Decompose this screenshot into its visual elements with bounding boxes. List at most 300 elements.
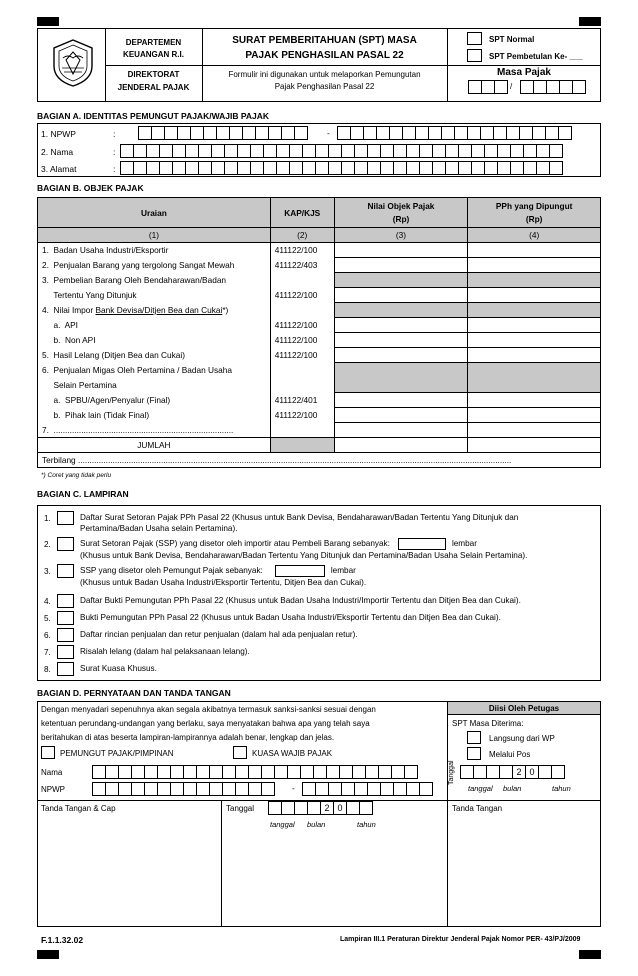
spt-pembetulan-label: SPT Pembetulan Ke- ___	[489, 52, 583, 61]
lampiran-line-1: Surat Setoran Pajak (SSP) yang disetor oleh importir atau Pembeli Barang sebanyak:	[80, 539, 390, 549]
char-box[interactable]	[203, 126, 217, 140]
row-pph-cell[interactable]	[468, 258, 601, 273]
row-pph-cell[interactable]	[468, 423, 601, 438]
lampiran-checkbox[interactable]	[57, 645, 74, 659]
row-pph-cell[interactable]	[468, 408, 601, 423]
char-box[interactable]	[471, 161, 485, 175]
objek-pajak-table	[37, 197, 601, 468]
char-box[interactable]	[365, 765, 379, 779]
char-box[interactable]	[185, 161, 199, 175]
char-box[interactable]	[480, 126, 494, 140]
lampiran-number: 2.	[44, 540, 51, 549]
col-number-1: (1)	[38, 228, 271, 243]
row-pph-cell[interactable]	[468, 303, 601, 318]
regulation-reference: Lampiran III.1 Peraturan Direktur Jenderal Pajak Nomor PER- 43/PJ/2009	[340, 936, 581, 943]
char-box[interactable]	[276, 144, 290, 158]
char-box[interactable]	[222, 782, 236, 796]
char-box[interactable]	[532, 126, 546, 140]
char-box[interactable]	[315, 782, 329, 796]
char-box[interactable]	[237, 144, 251, 158]
lampiran-line-1: Daftar Surat Setoran Pajak PPh Pasal 22 (Khusus untuk Bank Devisa, Bendaharawan/Badan Tertentu Yang Ditunjuk dan	[80, 513, 519, 522]
char-box[interactable]	[170, 782, 184, 796]
lampiran-checkbox[interactable]	[57, 611, 74, 625]
lampiran-checkbox[interactable]	[57, 594, 74, 608]
lampiran-text	[80, 612, 501, 623]
char-box[interactable]	[545, 126, 559, 140]
char-box[interactable]	[406, 782, 420, 796]
char-box[interactable]	[250, 161, 264, 175]
char-box[interactable]	[224, 161, 238, 175]
row-label: Selain Pertamina	[38, 378, 271, 393]
char-box[interactable]	[302, 782, 316, 796]
char-box[interactable]	[209, 782, 223, 796]
jumlah-nilai-cell[interactable]	[334, 438, 468, 453]
row-nilai-cell[interactable]	[334, 393, 468, 408]
char-box[interactable]	[328, 144, 342, 158]
char-box[interactable]	[183, 782, 197, 796]
char-box[interactable]	[415, 126, 429, 140]
char-box[interactable]	[367, 782, 381, 796]
alamat-label: 3. Alamat	[41, 164, 77, 174]
petugas-tanggal-sub: tanggal	[468, 784, 493, 793]
char-box[interactable]	[248, 782, 262, 796]
char-box[interactable]	[289, 161, 303, 175]
char-box[interactable]	[261, 782, 275, 796]
char-box[interactable]	[406, 144, 420, 158]
lampiran-text	[80, 663, 157, 674]
row-label: 2. Penjualan Barang yang tergolong Sangat Mewah	[38, 258, 271, 273]
char-box[interactable]	[352, 765, 366, 779]
ttd-tahun-sub: tahun	[357, 820, 376, 829]
lampiran-checkbox[interactable]	[57, 662, 74, 676]
char-box[interactable]	[536, 161, 550, 175]
char-box[interactable]	[471, 144, 485, 158]
row-kap	[270, 363, 334, 378]
char-box[interactable]	[185, 144, 199, 158]
char-box[interactable]	[484, 144, 498, 158]
char-box[interactable]	[157, 765, 171, 779]
col-header-nilai-unit: (Rp)	[392, 213, 410, 224]
char-box[interactable]	[261, 765, 275, 779]
section-c-title: BAGIAN C. LAMPIRAN	[37, 489, 129, 499]
lampiran-line-1: Bukti Pemungutan PPh Pasal 22 (Khusus untuk Badan Usaha Industri/Eksportir Tertentu dan Ditjen Bea dan Cukai).	[80, 613, 501, 622]
row-nilai-cell[interactable]	[334, 363, 468, 378]
char-box[interactable]	[376, 126, 390, 140]
char-box[interactable]	[393, 161, 407, 175]
char-box[interactable]	[497, 144, 511, 158]
char-box[interactable]	[118, 782, 132, 796]
ttd-bulan-sub: bulan	[307, 820, 326, 829]
char-box[interactable]	[493, 126, 507, 140]
footnote: *) Coret yang tidak perlu	[41, 472, 112, 479]
char-box[interactable]	[393, 782, 407, 796]
form-title-1: SURAT PEMBERITAHUAN (SPT) MASA	[232, 35, 417, 46]
nama-input-boxes[interactable]	[120, 144, 562, 158]
row-pph-cell[interactable]	[468, 378, 601, 393]
char-box[interactable]	[289, 144, 303, 158]
char-box[interactable]	[404, 765, 418, 779]
char-box[interactable]	[315, 144, 329, 158]
char-box[interactable]	[235, 782, 249, 796]
char-box[interactable]	[211, 144, 225, 158]
lampiran-line-2: Pertamina/Badan Usaha selain Pertamina).	[80, 524, 238, 533]
char-box[interactable]	[105, 765, 119, 779]
dir-label-2: JENDERAL PAJAK	[117, 83, 190, 92]
ttd-npwp-input-boxes[interactable]	[92, 782, 274, 796]
char-box[interactable]	[341, 782, 355, 796]
char-box[interactable]	[281, 126, 295, 140]
row-kap: 411122/401	[270, 393, 334, 408]
form-subtitle-2: Pajak Penghasilan Pasal 22	[274, 82, 375, 91]
char-box[interactable]	[350, 126, 364, 140]
char-box[interactable]	[209, 765, 223, 779]
char-box[interactable]	[337, 126, 351, 140]
char-box[interactable]	[378, 765, 392, 779]
char-box[interactable]	[354, 144, 368, 158]
char-box[interactable]	[354, 782, 368, 796]
char-box[interactable]	[406, 161, 420, 175]
row-nilai-cell[interactable]	[334, 408, 468, 423]
col-header-pph-unit: (Rp)	[525, 213, 543, 224]
dir-label-1: DIREKTORAT	[127, 70, 180, 79]
lampiran-number: 5.	[44, 614, 51, 623]
lampiran-number: 7.	[44, 648, 51, 657]
char-box[interactable]	[268, 126, 282, 140]
pos-checkbox[interactable]	[467, 747, 481, 760]
char-box[interactable]	[419, 144, 433, 158]
char-box[interactable]	[198, 161, 212, 175]
char-box[interactable]	[177, 126, 191, 140]
char-box[interactable]	[157, 782, 171, 796]
char-box[interactable]	[419, 161, 433, 175]
ministry-logo	[50, 38, 96, 88]
dept-label-2: KEUANGAN R.I.	[123, 50, 184, 59]
char-box[interactable]	[339, 765, 353, 779]
char-box[interactable]	[519, 126, 533, 140]
form-subtitle-1: Formulir ini digunakan untuk melaporkan Pemungutan	[228, 70, 421, 79]
row-kap: 411122/100	[270, 288, 334, 303]
char-box[interactable]	[458, 144, 472, 158]
char-box[interactable]	[133, 161, 147, 175]
row-pph-cell[interactable]	[468, 318, 601, 333]
row-label: 4. Nilai Impor Bank Devisa/Ditjen Bea dan Cukai*)	[38, 303, 271, 318]
registration-mark-top-right	[579, 17, 601, 26]
masa-pajak-month-boxes[interactable]	[468, 80, 507, 94]
col-number-2: (2)	[270, 228, 334, 243]
row-label: a. SPBU/Agen/Penyalur (Final)	[38, 393, 271, 408]
masa-pajak-slash: /	[510, 82, 513, 91]
char-box[interactable]	[159, 161, 173, 175]
char-box[interactable]	[294, 126, 308, 140]
char-box[interactable]	[229, 126, 243, 140]
char-box[interactable]	[131, 782, 145, 796]
char-box[interactable]	[523, 144, 537, 158]
row-pph-cell[interactable]	[468, 288, 601, 303]
char-box[interactable]	[393, 144, 407, 158]
char-box[interactable]	[196, 782, 210, 796]
char-box[interactable]	[432, 144, 446, 158]
char-box[interactable]	[326, 765, 340, 779]
npwp-dash: -	[327, 128, 330, 138]
row-label: 3. Pembelian Barang Oleh Bendaharawan/Badan	[38, 273, 271, 288]
char-box[interactable]	[144, 782, 158, 796]
jumlah-label: JUMLAH	[38, 438, 271, 453]
char-box[interactable]	[118, 765, 132, 779]
char-box[interactable]	[506, 126, 520, 140]
petugas-title: Diisi Oleh Petugas	[488, 704, 560, 713]
ttd-npwp-label: NPWP	[41, 785, 65, 794]
row-nilai-cell[interactable]	[334, 423, 468, 438]
lampiran-line-1: SSP yang disetor oleh Pemungut Pajak sebanyak:	[80, 566, 263, 576]
char-box[interactable]	[133, 144, 147, 158]
row-kap	[270, 378, 334, 393]
row-kap: 411122/100	[270, 408, 334, 423]
lembar-count-input[interactable]	[398, 538, 446, 550]
lampiran-line-1: Risalah lelang (dalam hal pelaksanaan lelang).	[80, 647, 250, 656]
year-digit-2: 2	[320, 801, 334, 815]
row-pph-cell[interactable]	[468, 243, 601, 258]
lampiran-number: 4.	[44, 597, 51, 606]
row-label: Tertentu Yang Ditunjuk	[38, 288, 271, 303]
row-nilai-cell[interactable]	[334, 258, 468, 273]
lampiran-number: 6.	[44, 631, 51, 640]
char-box[interactable]	[131, 765, 145, 779]
char-box[interactable]	[510, 144, 524, 158]
row-nilai-cell[interactable]	[334, 273, 468, 288]
npwp-label: 1. NPWP	[41, 129, 76, 139]
ttd-tanggal-sub: tanggal	[270, 820, 295, 829]
char-box[interactable]	[363, 126, 377, 140]
char-box[interactable]	[454, 126, 468, 140]
char-box[interactable]	[380, 161, 394, 175]
petugas-year-digit-2: 2	[512, 765, 526, 779]
char-box[interactable]	[198, 144, 212, 158]
char-box[interactable]	[558, 126, 572, 140]
lampiran-number: 3.	[44, 567, 51, 576]
ttd-nama-label: Nama	[41, 768, 63, 777]
char-box[interactable]	[263, 144, 277, 158]
char-box[interactable]	[367, 161, 381, 175]
kuasa-checkbox[interactable]	[233, 746, 247, 759]
row-kap: 411122/100	[270, 318, 334, 333]
char-box[interactable]	[138, 126, 152, 140]
petugas-tanggal-boxes[interactable]	[460, 765, 564, 779]
char-box[interactable]	[255, 126, 269, 140]
char-box[interactable]	[328, 161, 342, 175]
ttd-npwp-dash: -	[292, 784, 295, 793]
row-kap	[270, 303, 334, 318]
row-nilai-cell[interactable]	[334, 348, 468, 363]
lampiran-text	[80, 629, 358, 640]
char-box[interactable]	[211, 161, 225, 175]
char-box[interactable]	[432, 161, 446, 175]
char-box[interactable]	[263, 161, 277, 175]
char-box[interactable]	[92, 765, 106, 779]
char-box[interactable]	[183, 765, 197, 779]
pemungut-checkbox[interactable]	[41, 746, 55, 759]
npwp-colon: :	[113, 129, 116, 139]
char-box[interactable]	[237, 161, 251, 175]
col-header-nilai-label: Nilai Objek Pajak	[367, 200, 435, 211]
ttd-nama-input-boxes[interactable]	[92, 765, 417, 779]
char-box[interactable]	[92, 782, 106, 796]
col-header-uraian: Uraian	[38, 198, 271, 228]
col-header-nilai	[334, 198, 468, 228]
char-box[interactable]	[341, 161, 355, 175]
char-box[interactable]	[510, 161, 524, 175]
row-nilai-cell[interactable]	[334, 378, 468, 393]
char-box[interactable]	[216, 126, 230, 140]
char-box[interactable]	[159, 144, 173, 158]
npwp-input-boxes[interactable]	[138, 126, 307, 140]
lampiran-text	[80, 595, 521, 606]
row-label: 5. Hasil Lelang (Ditjen Bea dan Cukai)	[38, 348, 271, 363]
petugas-bulan-sub: bulan	[503, 784, 522, 793]
char-box[interactable]	[549, 161, 563, 175]
char-box[interactable]	[170, 765, 184, 779]
row-pph-cell[interactable]	[468, 273, 601, 288]
char-box[interactable]	[428, 126, 442, 140]
char-box[interactable]	[380, 782, 394, 796]
char-box[interactable]	[120, 161, 134, 175]
spt-diterima-label: SPT Masa Diterima:	[452, 719, 524, 728]
row-nilai-cell[interactable]	[334, 318, 468, 333]
lembar-count-input[interactable]	[275, 565, 325, 577]
year-digit-0: 0	[333, 801, 347, 815]
char-box[interactable]	[445, 144, 459, 158]
registration-mark-bottom-right	[579, 950, 601, 959]
row-kap	[270, 423, 334, 438]
char-box[interactable]	[380, 144, 394, 158]
char-box[interactable]	[302, 161, 316, 175]
row-pph-cell[interactable]	[468, 393, 601, 408]
terbilang-row[interactable]: Terbilang ............................................................................................................................................................................................	[38, 453, 601, 468]
char-box[interactable]	[391, 765, 405, 779]
col-header-pph	[468, 198, 601, 228]
ttd-npwp-input-boxes-2[interactable]	[302, 782, 432, 796]
lampiran-text	[80, 538, 527, 561]
row-kap: 411122/100	[270, 348, 334, 363]
row-kap: 411122/403	[270, 258, 334, 273]
char-box[interactable]	[441, 126, 455, 140]
char-box[interactable]	[497, 161, 511, 175]
lembar-label: lembar	[330, 566, 356, 576]
char-box[interactable]	[389, 126, 403, 140]
npwp-input-boxes-2[interactable]	[337, 126, 571, 140]
row-nilai-cell[interactable]	[334, 303, 468, 318]
row-nilai-cell[interactable]	[334, 243, 468, 258]
char-box[interactable]	[222, 765, 236, 779]
char-box[interactable]	[146, 144, 160, 158]
jumlah-pph-cell[interactable]	[468, 438, 601, 453]
lampiran-checkbox[interactable]	[57, 537, 74, 551]
row-nilai-cell[interactable]	[334, 333, 468, 348]
char-box[interactable]	[146, 161, 160, 175]
lampiran-text	[80, 565, 366, 588]
lampiran-line-1: Surat Kuasa Khusus.	[80, 664, 157, 673]
section-a-title: BAGIAN A. IDENTITAS PEMUNGUT PAJAK/WAJIB PAJAK	[37, 111, 270, 121]
char-box[interactable]	[458, 161, 472, 175]
masa-pajak-year-boxes[interactable]	[520, 80, 585, 94]
char-box[interactable]	[402, 126, 416, 140]
row-nilai-cell[interactable]	[334, 288, 468, 303]
char-box[interactable]	[144, 765, 158, 779]
col-number-4: (4)	[468, 228, 601, 243]
dept-label-1: DEPARTEMEN	[125, 38, 182, 47]
lampiran-number: 1.	[44, 514, 51, 523]
char-box[interactable]	[151, 126, 165, 140]
char-box[interactable]	[250, 144, 264, 158]
char-box[interactable]	[224, 144, 238, 158]
langsung-checkbox[interactable]	[467, 731, 481, 744]
char-box[interactable]	[164, 126, 178, 140]
char-box[interactable]	[549, 144, 563, 158]
petugas-ttd-label: Tanda Tangan	[452, 804, 503, 813]
nama-label: 2. Nama	[41, 147, 74, 157]
alamat-input-boxes[interactable]	[120, 161, 562, 175]
lembar-label: lembar	[451, 539, 477, 549]
lampiran-checkbox[interactable]	[57, 628, 74, 642]
char-box[interactable]	[367, 144, 381, 158]
lampiran-line-1: Daftar Bukti Pemungutan PPh Pasal 22 (Khusus untuk Badan Usaha Industri/Importir Tertentu dan Ditjen Bea dan Cukai).	[80, 596, 521, 605]
lampiran-checkbox[interactable]	[57, 564, 74, 578]
row-pph-cell[interactable]	[468, 333, 601, 348]
alamat-colon: :	[113, 164, 116, 174]
spt-pembetulan-checkbox[interactable]	[467, 49, 482, 62]
char-box[interactable]	[190, 126, 204, 140]
char-box[interactable]	[536, 144, 550, 158]
jumlah-kap-cell	[270, 438, 334, 453]
char-box[interactable]	[300, 765, 314, 779]
ttd-tanggal-boxes[interactable]	[268, 801, 372, 815]
lampiran-checkbox[interactable]	[57, 511, 74, 525]
row-pph-cell[interactable]	[468, 363, 601, 378]
char-box[interactable]	[302, 144, 316, 158]
char-box[interactable]	[328, 782, 342, 796]
char-box[interactable]	[354, 161, 368, 175]
row-pph-cell[interactable]	[468, 348, 601, 363]
char-box[interactable]	[287, 765, 301, 779]
char-box[interactable]	[242, 126, 256, 140]
char-box[interactable]	[484, 161, 498, 175]
char-box[interactable]	[315, 161, 329, 175]
char-box[interactable]	[467, 126, 481, 140]
spt-normal-checkbox[interactable]	[467, 32, 482, 45]
row-label: 6. Penjualan Migas Oleh Pertamina / Badan Usaha	[38, 363, 271, 378]
char-box[interactable]	[313, 765, 327, 779]
char-box[interactable]	[196, 765, 210, 779]
char-box[interactable]	[276, 161, 290, 175]
char-box[interactable]	[274, 765, 288, 779]
char-box[interactable]	[172, 144, 186, 158]
char-box[interactable]	[523, 161, 537, 175]
char-box[interactable]	[341, 144, 355, 158]
char-box[interactable]	[120, 144, 134, 158]
statement-line-2: ketentuan perundang-undangan yang berlaku, saya menyatakan bahwa apa yang telah saya	[41, 719, 370, 728]
char-box[interactable]	[172, 161, 186, 175]
nama-colon: :	[113, 147, 116, 157]
char-box[interactable]	[419, 782, 433, 796]
col-number-3: (3)	[334, 228, 468, 243]
col-header-kap: KAP/KJS	[270, 198, 334, 228]
lampiran-text	[80, 646, 250, 657]
row-label: 7. ..............................................................................	[38, 423, 271, 438]
char-box[interactable]	[445, 161, 459, 175]
char-box[interactable]	[235, 765, 249, 779]
char-box[interactable]	[248, 765, 262, 779]
row-label: 1. Badan Usaha Industri/Eksportir	[38, 243, 271, 258]
char-box[interactable]	[105, 782, 119, 796]
